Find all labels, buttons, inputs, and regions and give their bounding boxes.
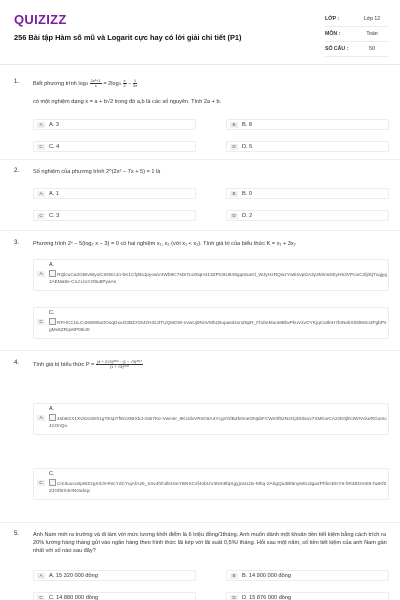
- question-divider: [0, 159, 400, 160]
- question-divider: [0, 350, 400, 351]
- question-text: [33, 360, 388, 369]
- question-number: 4.: [14, 360, 20, 366]
- option-letter: C: [37, 319, 45, 325]
- image-alt-text: Cm3uucu0pWZzgXiC9-RscYdCYujAfA25_Snv4hfcdb4SeYBNXCsf4obUV4Nm8fqXgyjzaUJtx-Mhq-2AhgQu3Bt5nyieEu3ga4PhfecEKY6-hR4BOmE5-hwKf0ZJGf8IX4HNOahqc: [49, 482, 387, 494]
- question-number: 3.: [14, 240, 20, 246]
- option-letter: A: [37, 573, 45, 579]
- option-letter: B: [230, 191, 238, 197]
- quizizz-logo[interactable]: QUIZIZZ: [14, 12, 67, 27]
- fraction: $\frac{x}{2}$: [123, 78, 126, 88]
- option-text: B. 0: [242, 190, 252, 197]
- option-text: B. 8: [242, 121, 252, 128]
- question-text-prefix: Tính giá trị biểu thức P =: [33, 361, 95, 368]
- option-letter: C: [37, 144, 45, 150]
- answer-option-d[interactable]: [226, 592, 389, 600]
- broken-image-icon: [49, 318, 56, 325]
- option-letter: A: [37, 191, 45, 197]
- fraction: $\frac{\text{2x²+1}}{x}$: [90, 78, 101, 88]
- meta-value: 50: [369, 46, 375, 52]
- option-letter: C: [37, 595, 45, 600]
- question-number: 2.: [14, 168, 20, 174]
- option-letter: D: [230, 144, 238, 150]
- answer-option-b[interactable]: [226, 119, 389, 130]
- answer-option-d[interactable]: [226, 210, 389, 221]
- broken-image-option: [49, 270, 387, 288]
- question-text-line2: có một nghiệm dạng x = a + b√2 trong đó a,b là các số nguyên. Tính 2a + b.: [33, 99, 222, 105]
- question-text: Biết phương trình log3 $\frac{\text{2x²+1}}{x}$ = 2log3 $\frac{x}{2}$ − $\frac{1}{2x}$: [33, 78, 138, 88]
- broken-image-option: [49, 479, 387, 497]
- broken-image-option: [49, 318, 387, 336]
- broken-image-option: [49, 414, 387, 432]
- image-alt-text: RQlcuCa2GBIvWyoiC9OEcJo-bK1CfyBsJpyowV4Wb9C7sDrGu30qH413ZPCBU849gqIsxaGl_WJyHzRQwzYwEnvpDA3y4MmsSEyH53VPcinC2ljr6jTxqjygJAEMa8x-CnJ-izuYzt9u8PyaAs: [49, 273, 387, 285]
- option-label: C.: [49, 310, 55, 316]
- answer-option-c[interactable]: [33, 468, 389, 500]
- answer-option-b[interactable]: [226, 570, 389, 581]
- option-text: A. 15 320 000 đồng: [49, 572, 98, 579]
- broken-image-icon: [49, 270, 56, 277]
- answer-option-a[interactable]: [33, 188, 196, 199]
- option-text: C. 3: [49, 212, 60, 219]
- fraction: $\frac{1}{2x}$: [132, 78, 138, 88]
- option-label: A.: [49, 406, 55, 412]
- option-letter: A: [37, 122, 45, 128]
- worksheet-title: 256 Bài tập Hàm số mũ và Logarit cực hay có lời giải chi tiết (P1): [14, 33, 242, 42]
- question-text: Anh Nam mới ra trường và đi làm với mức lương khởi điểm là 6 triệu đồng/1tháng. Anh muốn dành một khoản tiền tiết kiệm bằng cách trích ra 20% lương hàng tháng gửi vào ngân hàng theo hình thức lãi kép với lãi suất 0,5%/ tháng. Hỏi sau một năm, số tiền tiết kiệm của anh Nam gần nhất với số nào sau đây?: [33, 532, 387, 554]
- option-text: A. 3: [49, 121, 59, 128]
- meta-label: MÔN :: [325, 31, 341, 37]
- answer-option-a[interactable]: [33, 570, 196, 581]
- broken-image-icon: [49, 479, 56, 486]
- question-number: 5.: [14, 531, 20, 537]
- option-text: C. 14 880 000 đồng: [49, 594, 99, 600]
- answer-option-b[interactable]: [226, 188, 389, 199]
- option-letter: B: [230, 122, 238, 128]
- answer-option-c[interactable]: [33, 592, 196, 600]
- meta-label: SỐ CÂU :: [325, 46, 349, 52]
- option-letter: B: [230, 573, 238, 579]
- meta-value: Lớp 12: [363, 16, 381, 22]
- option-letter: D: [230, 213, 238, 219]
- worksheet-meta-table: [325, 12, 389, 57]
- option-text: C. 4: [49, 143, 60, 150]
- question-text-prefix: Biết phương trình log: [33, 80, 86, 87]
- meta-label: LỚP :: [325, 16, 340, 22]
- question-divider: [0, 522, 400, 523]
- option-letter: A: [37, 415, 45, 421]
- meta-value: Toán: [366, 31, 378, 37]
- question-divider: [0, 230, 400, 231]
- answer-option-d[interactable]: [226, 141, 389, 152]
- worksheet-header: [0, 0, 400, 65]
- question-text-suffix: = 2log: [103, 80, 119, 87]
- answer-option-a[interactable]: [33, 119, 196, 130]
- image-alt-text: RFHCCULCI3sW95u0OoqDxuO3BZzGM2H3zJtTUQ6IDW-nvwUj9NoVMh1BupasdzxnZ6pR_FhdnIMuoMBlwPkuVxvOYKjqCwtkIH7bINekX05lMSo3FgbPsgMx6ZRqv6P09iJ0: [49, 321, 387, 333]
- question-text: Số nghiệm của phương trình 2^(2x² − 7x + 5) = 1 là: [33, 169, 161, 175]
- option-letter: C: [37, 213, 45, 219]
- answer-option-c[interactable]: [33, 210, 196, 221]
- option-letter: C: [37, 480, 45, 486]
- meta-row-count: [325, 42, 389, 57]
- broken-image-icon: [49, 414, 56, 421]
- option-label: C.: [49, 471, 55, 477]
- image-alt-text: 4sb6GX1XvrDcSE01gTEspTfWxXtBXbJ-m5I7Ke-VwHer_9KUdvVRsG8A4YcgVGlBZk0meONpbFCWx0f62N4Gj3S0sov7XMlcwCA2zE0jlNJWIVckeRGumc4z2mQu: [49, 417, 387, 429]
- answer-option-c[interactable]: [33, 141, 196, 152]
- option-text: A. 1: [49, 190, 59, 197]
- question-text: Phương trình 2ˣ − 5(log₂ x − 3) = 0 có hai nghiệm x₁, x₂ (với x₁ < x₂). Tính giá trị của biểu thức K = x₁ + 3x₂: [33, 241, 296, 247]
- option-text: D. 15 876 000 đồng: [242, 594, 292, 600]
- option-text: D. 5: [242, 143, 253, 150]
- option-letter: A: [37, 271, 45, 277]
- option-text: D. 2: [242, 212, 253, 219]
- option-letter: D: [230, 595, 238, 600]
- question-number: 1.: [14, 79, 20, 85]
- answer-option-a[interactable]: [33, 403, 389, 435]
- meta-row-grade: [325, 12, 389, 27]
- answer-option-a[interactable]: [33, 259, 389, 291]
- option-label: A.: [49, 262, 55, 268]
- meta-row-subject: [325, 27, 389, 42]
- answer-option-c[interactable]: [33, 307, 389, 339]
- fraction: $\frac{\text{(4 + 2√3)²⁰¹⁶ · (1 − √3)²⁰¹⁷}}{\text{(1 + √3)²⁰¹⁷}}$: [96, 359, 143, 369]
- option-text: B. 14 900 000 đồng: [242, 572, 291, 579]
